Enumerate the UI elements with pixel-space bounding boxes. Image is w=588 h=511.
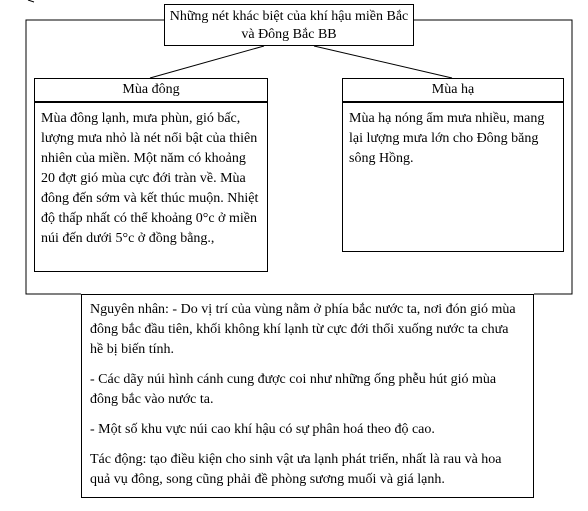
diagram-title: Những nét khác biệt của khí hậu miền Bắc và Đông Bắc BB	[164, 4, 414, 46]
connector-title-summer	[314, 46, 452, 78]
causes-box	[81, 294, 534, 498]
winter-heading: Mùa đông	[34, 78, 268, 102]
winter-description: Mùa đông lạnh, mưa phùn, gió bấc, lượng mưa nhỏ là nét nổi bật của thiên nhiên của miền. Một năm có khoảng 20 đợt gió mùa cực đới tràn về. Mùa đông đến sớm và kết thúc muộn. Nhiệt độ thấp nhất có thể khoảng 0°c ở miền núi đến dưới 5°c ở đồng bằng.,	[34, 102, 268, 272]
summer-heading: Mùa hạ	[342, 78, 564, 102]
corner-stub	[28, 0, 34, 2]
effect-paragraph: Tác động: tạo điều kiện cho sinh vật ưa lạnh phát triển, nhất là rau và hoa quả vụ đông, song cũng phải đề phòng sương muối và giá lạnh.	[90, 452, 502, 487]
summer-description: Mùa hạ nóng ẩm mưa nhiều, mang lại lượng mưa lớn cho Đông băng sông Hồng.	[342, 102, 564, 252]
cause-paragraph-2: - Các dãy núi hình cánh cung được coi như những ống phễu hút gió mùa đông bắc vào nước ta.	[90, 372, 497, 407]
cause-paragraph-1: Nguyên nhân: - Do vị trí của vùng nằm ở phía bắc nước ta, nơi đón gió mùa đông bắc đầu tiên, khối không khí lạnh từ cực đới thổi xuống nước ta chưa hề bị biến tính.	[90, 302, 516, 357]
cause-paragraph-3: - Một số khu vực núi cao khí hậu có sự phân hoá theo độ cao.	[90, 422, 435, 437]
connector-title-winter	[150, 46, 264, 78]
